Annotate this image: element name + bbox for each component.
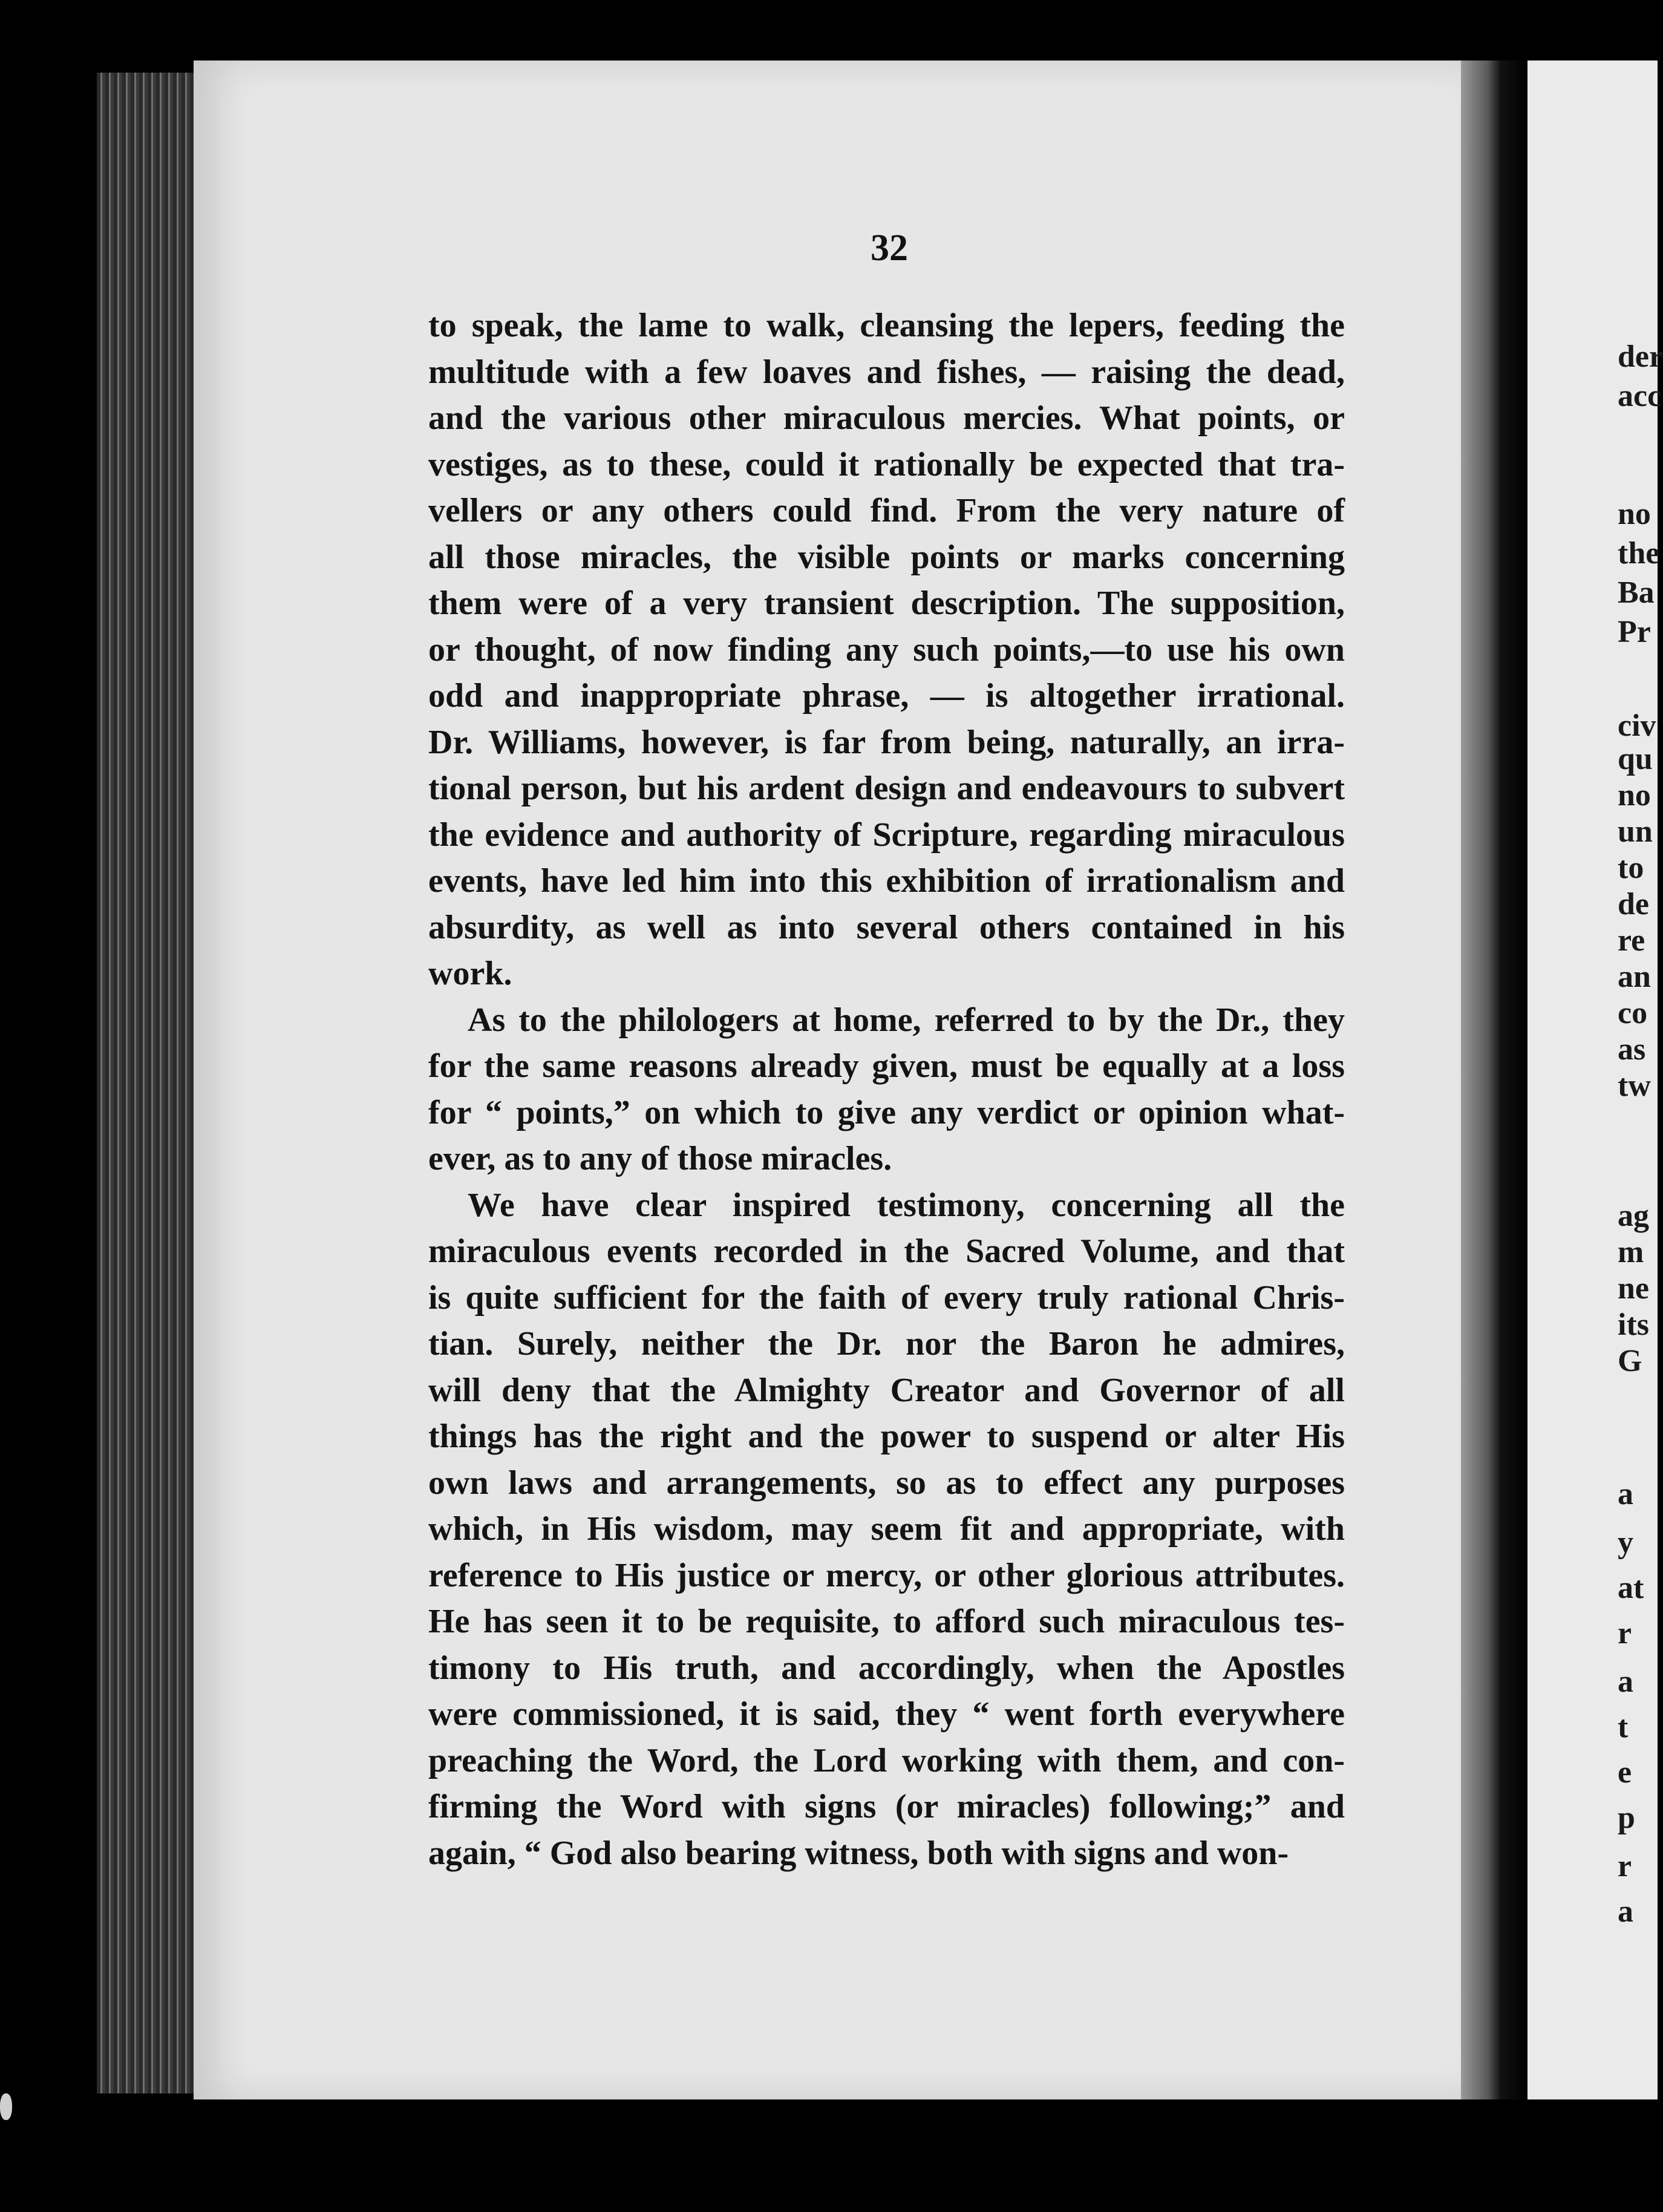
facing-page-fragment: its bbox=[1618, 1307, 1649, 1342]
text-line: absurdity, as well as into several others contained in his bbox=[428, 908, 1345, 946]
page-number: 32 bbox=[871, 227, 908, 269]
facing-page-fragment: at bbox=[1618, 1571, 1644, 1605]
text-line: will deny that the Almighty Creator and Governor of all bbox=[428, 1371, 1345, 1409]
text-line: or thought, of now finding any such points,—to use his own bbox=[428, 630, 1345, 669]
facing-page-fragment: a bbox=[1618, 1477, 1633, 1511]
facing-page-fragment: Pr bbox=[1618, 615, 1651, 649]
text-line: multitude with a few loaves and fishes, — raising the dead, bbox=[428, 353, 1345, 391]
facing-page-fragment: a bbox=[1618, 1894, 1633, 1929]
book-gutter bbox=[1461, 61, 1527, 2099]
facing-page-fragment: acc bbox=[1618, 379, 1662, 413]
text-line: things has the right and the power to suspend or alter His bbox=[428, 1418, 1345, 1455]
facing-page-fragment: y bbox=[1618, 1525, 1633, 1560]
text-line: were commissioned, it is said, they “ went forth everywhere bbox=[428, 1695, 1345, 1733]
text-line: reference to His justice or mercy, or other glorious attributes. bbox=[428, 1556, 1345, 1594]
text-line: the evidence and authority of Scripture, regarding miraculous bbox=[428, 816, 1345, 854]
facing-page-fragment: as bbox=[1618, 1032, 1646, 1067]
text-line: to speak, the lame to walk, cleansing the lepers, feeding the bbox=[428, 307, 1345, 344]
facing-page-fragment: co bbox=[1618, 996, 1648, 1030]
text-line: is quite sufficient for the faith of every truly rational Chris- bbox=[428, 1278, 1345, 1317]
text-line: and the various other miraculous mercies. What points, or bbox=[428, 399, 1345, 437]
body-text bbox=[428, 303, 1345, 1876]
text-line: them were of a very transient description. The supposition, bbox=[428, 584, 1345, 622]
facing-page-fragment: no bbox=[1618, 778, 1651, 813]
text-line: own laws and arrangements, so as to effect any purposes bbox=[428, 1464, 1345, 1502]
facing-page-fragment: no bbox=[1618, 497, 1651, 531]
facing-page-fragment: t bbox=[1618, 1710, 1629, 1744]
text-line: timony to His truth, and accordingly, when the Apostles bbox=[428, 1649, 1345, 1687]
text-line: all those miracles, the visible points or marks concerning bbox=[428, 538, 1345, 576]
text-line: tian. Surely, neither the Dr. nor the Baron he admires, bbox=[428, 1325, 1345, 1363]
facing-page-fragment: ag bbox=[1618, 1199, 1649, 1233]
facing-page-fragment: civ bbox=[1618, 708, 1656, 743]
facing-page-fragment: to bbox=[1618, 851, 1644, 885]
text-line: As to the philologers at home, referred to by the Dr., they bbox=[468, 1001, 1345, 1039]
text-line: ever, as to any of those miracles. bbox=[428, 1140, 892, 1177]
text-line: vellers or any others could find. From the very nature of bbox=[428, 492, 1345, 529]
text-line: work. bbox=[428, 955, 512, 992]
facing-page-fragment: ne bbox=[1618, 1271, 1649, 1306]
facing-page-fragment: m bbox=[1618, 1235, 1644, 1269]
facing-page-fragment: r bbox=[1618, 1616, 1632, 1651]
text-line: again, “ God also bearing witness, both with signs and won- bbox=[428, 1834, 1289, 1872]
text-line: vestiges, as to these, could it rationally be expected that tra- bbox=[428, 445, 1345, 483]
text-line: for the same reasons already given, must be equally at a loss bbox=[428, 1047, 1345, 1085]
facing-page-fragment: an bbox=[1618, 960, 1651, 994]
facing-page-fragment: de bbox=[1618, 887, 1649, 921]
facing-page-fragment: tw bbox=[1618, 1068, 1651, 1103]
text-line: firming the Word with signs (or miracles) following;” and bbox=[428, 1788, 1345, 1825]
text-line: events, have led him into this exhibition of irrationalism and bbox=[428, 862, 1345, 900]
facing-page-fragment: qu bbox=[1618, 742, 1653, 776]
facing-page-fragment: the bbox=[1618, 536, 1660, 571]
text-line: which, in His wisdom, may seem fit and appropriate, with bbox=[428, 1510, 1345, 1548]
facing-page-fragment: r bbox=[1618, 1849, 1632, 1883]
facing-page-fragment: re bbox=[1618, 923, 1645, 958]
facing-page-fragment: G bbox=[1618, 1344, 1642, 1378]
facing-page-fragment: der bbox=[1618, 339, 1663, 374]
text-line: He has seen it to be requisite, to afford such miraculous tes- bbox=[428, 1603, 1345, 1640]
facing-page-fragment: un bbox=[1618, 814, 1653, 849]
facing-page-fragment: Ba bbox=[1618, 575, 1655, 610]
text-line: for “ points,” on which to give any verdict or opinion what- bbox=[428, 1093, 1345, 1131]
text-line: preaching the Word, the Lord working with them, and con- bbox=[428, 1741, 1345, 1779]
facing-page-fragment: p bbox=[1618, 1801, 1635, 1835]
scan-speck bbox=[0, 2093, 12, 2120]
text-line: Dr. Williams, however, is far from being, naturally, an irra- bbox=[428, 723, 1345, 761]
text-line: miraculous events recorded in the Sacred Volume, and that bbox=[428, 1232, 1345, 1270]
page-edges bbox=[97, 73, 200, 2093]
facing-page-fragment: e bbox=[1618, 1755, 1632, 1790]
text-line: We have clear inspired testimony, concerning all the bbox=[468, 1186, 1345, 1224]
facing-page-fragment: a bbox=[1618, 1664, 1633, 1699]
text-line: tional person, but his ardent design and endeavours to subvert bbox=[428, 770, 1345, 807]
text-line: odd and inappropriate phrase, — is altogether irrational. bbox=[428, 677, 1345, 715]
facing-page-text bbox=[1609, 0, 1663, 2212]
